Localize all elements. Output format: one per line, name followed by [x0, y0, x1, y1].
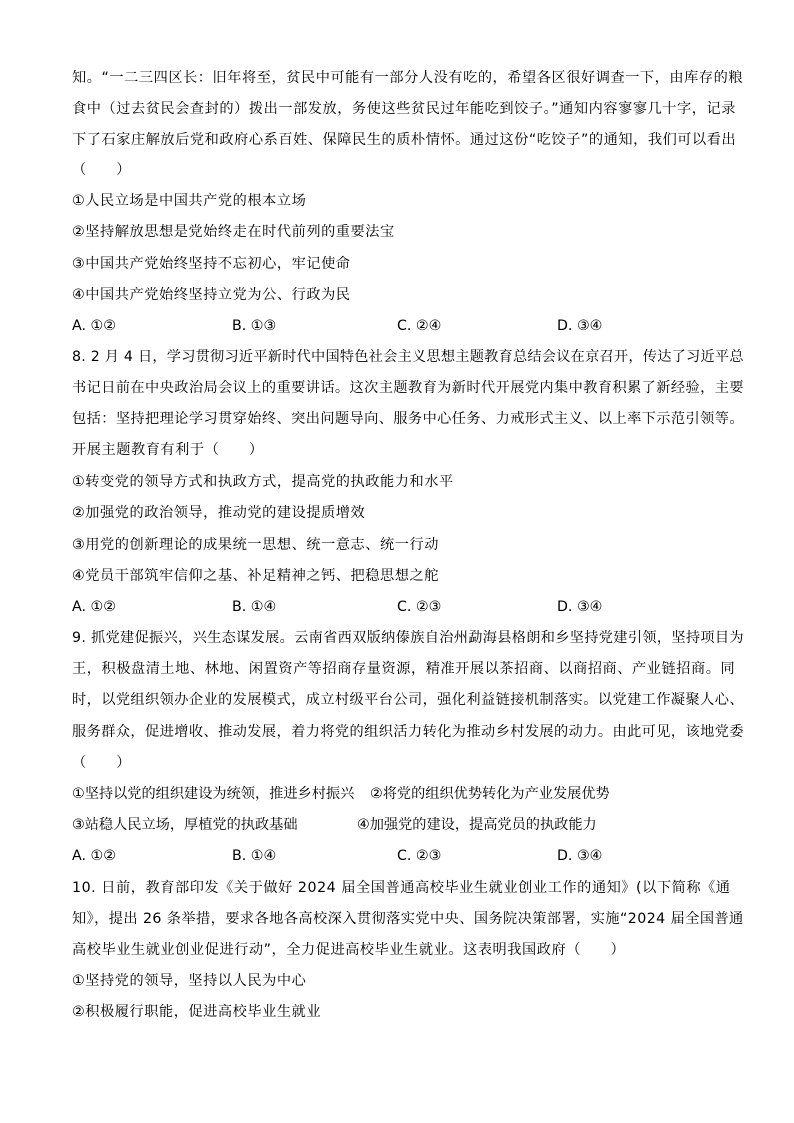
q10-stem-line: 知》，提出 26 条举措，要求各地各高校深入贯彻落实党中央、国务院决策部署，实施“2024 届全国普通: [72, 911, 744, 927]
q9-statement-2: ②将党的组织优势转化为产业发展优势: [370, 786, 610, 802]
q9-stem-line: 服务群众，促进增收、推动发展，着力将党的组织活力转化为推动乡村发展的动力。由此可见，该地党委: [72, 724, 744, 740]
q10-stem-line: 10. 日前，教育部印发《关于做好 2024 届全国普通高校毕业生就业创业工作的通知》(以下简称《通: [72, 880, 731, 896]
q7-statement-1: ①人民立场是中国共产党的根本立场: [72, 193, 307, 209]
q8-option-d[interactable]: D. ③④: [557, 599, 603, 615]
q9-option-d[interactable]: D. ③④: [557, 848, 603, 864]
q7-stem-line: 知。“一二三四区长：旧年将至，贫民中可能有一部分人没有吃的，希望各区很好调查一下，由库存的粮: [72, 70, 744, 86]
q9-option-b[interactable]: B. ①④: [232, 848, 277, 864]
q9-stem-line: 时，以党组织领办企业的发展模式，成立村级平台公司，强化利益链接机制落实。以党建工作凝聚人心、: [72, 692, 744, 708]
q9-answer-blank: （ ）: [72, 755, 131, 771]
q7-options: [72, 316, 632, 336]
q9-option-a[interactable]: A. ①②: [72, 848, 116, 864]
q7-statement-4: ④中国共产党始终坚持立党为公、行政为民: [72, 287, 351, 303]
q10-statement-1: ①坚持党的领导，坚持以人民为中心: [72, 973, 307, 989]
q7-stem-line: 食中（过去贫民会查封的）拨出一部发放，务使这些贫民过年能吃到饺子。”通知内容寥寥几十字，记录: [72, 101, 736, 117]
q7-option-c[interactable]: C. ②④: [397, 318, 442, 334]
q9-stem-line: 9. 抓党建促振兴，兴生态谋发展。云南省西双版纳傣族自治州勐海县格朗和乡坚持党建引领，坚持项目为: [72, 630, 744, 646]
q8-stem-line: 开展主题教育有利于（ ）: [72, 442, 264, 458]
q8-option-c[interactable]: C. ②③: [397, 599, 442, 615]
q8-stem-line: 书记日前在中央政治局会议上的重要讲话。这次主题教育为新时代开展党内集中教育积累了新经验，主要: [72, 380, 744, 396]
q7-option-a[interactable]: A. ①②: [72, 318, 116, 334]
q9-statement-3: ③站稳人民立场，厚植党的执政基础: [72, 817, 298, 833]
q9-option-c[interactable]: C. ②③: [397, 848, 442, 864]
q7-option-d[interactable]: D. ③④: [557, 318, 603, 334]
q10-stem-line: 高校毕业生就业创业促进行动”，全力促进高校毕业生就业。这表明我国政府（ ）: [72, 942, 626, 958]
q7-stem-line: 下了石家庄解放后党和政府心系百姓、保障民生的质朴情怀。通过这份“吃饺子”的通知，我们可以看出: [72, 132, 737, 148]
q7-statement-2: ②坚持解放思想是党始终走在时代前列的重要法宝: [72, 224, 395, 240]
q8-statement-3: ③用党的创新理论的成果统一思想、统一意志、统一行动: [72, 537, 439, 553]
q8-option-a[interactable]: A. ①②: [72, 599, 116, 615]
q8-option-b[interactable]: B. ①④: [232, 599, 277, 615]
q8-options: [72, 597, 632, 617]
q7-answer-blank: （ ）: [72, 162, 131, 178]
q8-statement-2: ②加强党的政治领导，推动党的建设提质增效: [72, 505, 366, 521]
q9-statement-row: [72, 815, 632, 835]
q7-statement-3: ③中国共产党始终坚持不忘初心，牢记使命: [72, 256, 351, 272]
q9-statement-row: [72, 784, 632, 804]
q8-stem-line: 8. 2 月 4 日，学习贯彻习近平新时代中国特色社会主义思想主题教育总结会议在京召开，传达了习近平总: [72, 349, 744, 365]
q8-stem-line: 包括：坚持把理论学习贯穿始终、突出问题导向、服务中心任务、力戒形式主义、以上率下示范引领等。: [72, 411, 744, 427]
q8-statement-4: ④党员干部筑牢信仰之基、补足精神之钙、把稳思想之舵: [72, 568, 439, 584]
q8-statement-1: ①转变党的领导方式和执政方式，提高党的执政能力和水平: [72, 474, 454, 490]
q9-stem-line: 王，积极盘清土地、林地、闲置资产等招商存量资源，精准开展以茶招商、以商招商、产业链招商。同: [72, 661, 736, 677]
q7-option-b[interactable]: B. ①③: [232, 318, 277, 334]
q9-statement-1: ①坚持以党的组织建设为统领，推进乡村振兴: [72, 786, 355, 802]
q10-statement-2: ②积极履行职能，促进高校毕业生就业: [72, 1004, 322, 1020]
q9-options: [72, 846, 632, 866]
q9-statement-4: ④加强党的建设，提高党员的执政能力: [357, 817, 597, 833]
